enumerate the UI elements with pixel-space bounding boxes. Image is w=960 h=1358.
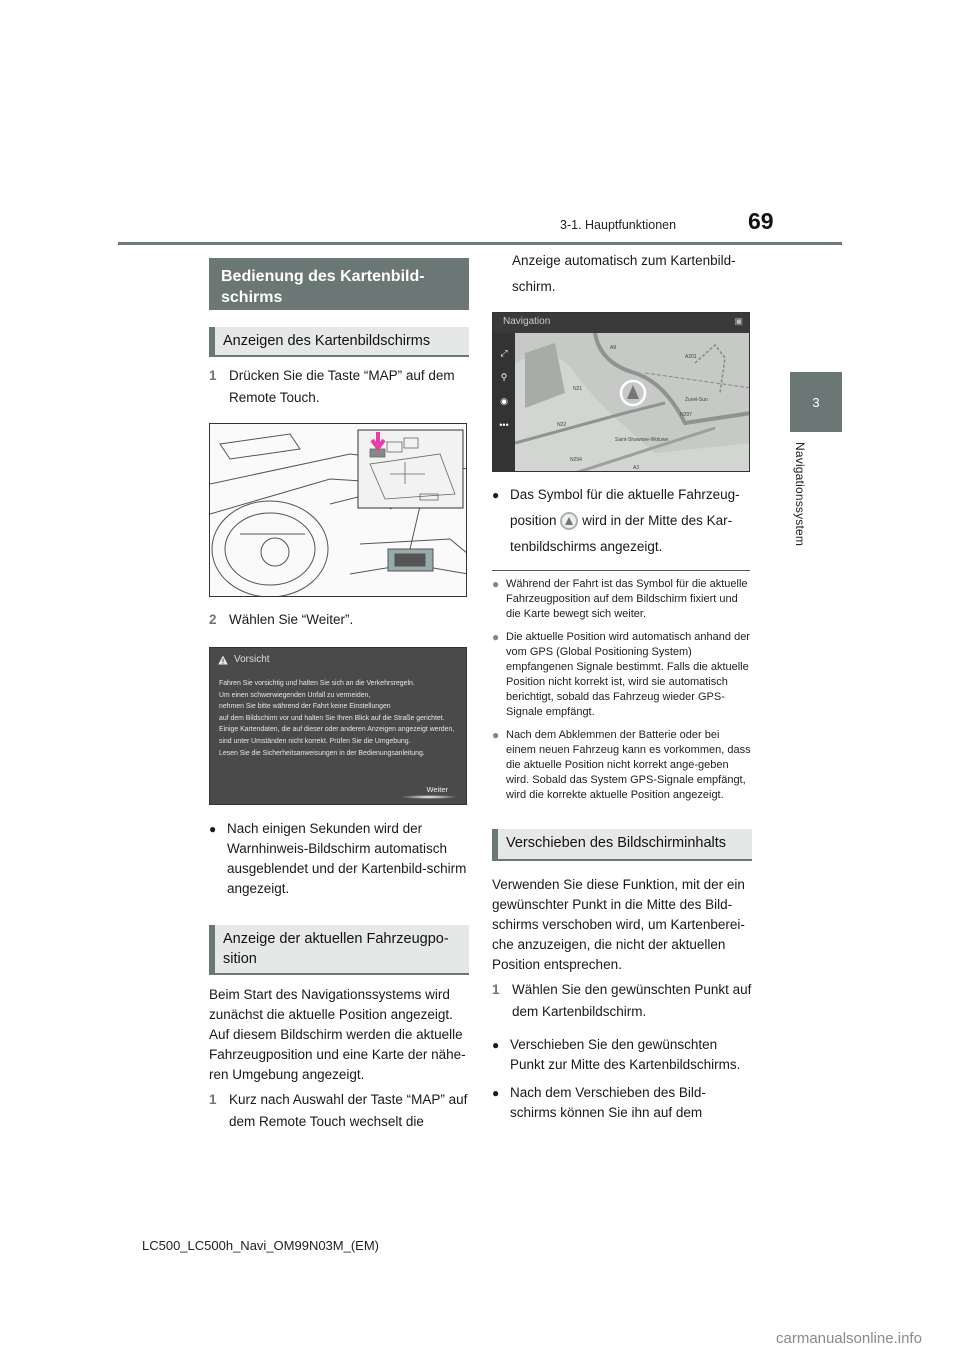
note-text: Die aktuelle Position wird automatisch anhand der vom GPS (Global Positioning System) empfangenen Signale bestimmt. Falls die aktuelle Position nicht korrekt ist, wird sie automatisch berichtigt, sobald das Fahrzeug wieder GPS-Signale empfängt. [506,631,750,718]
warning-line: nehmen Sie bitte während der Fahrt keine Einstellungen [219,703,391,711]
nav-side-menu [493,333,515,471]
document-code: LC500_LC500h_Navi_OM99N03M_(EM) [142,1238,380,1253]
watermark-link[interactable]: carmanualsonline.info [776,1330,922,1347]
step-text: Wählen Sie den gewünschten Punkt auf dem Kartenbildschirm. [512,982,752,1019]
left-column [209,258,469,1133]
note-text: Nach dem Abklemmen der Batterie oder bei einem neuen Fahrzeug kann es vorkommen, dass die aktuelle Position nicht korrekt ange-geben wird. Sobald das System GPS-Signale empfängt, wird die korrekte aktuelle Position angezeigt. [506,729,751,801]
step-text: Wählen Sie “Weiter”. [229,612,354,627]
note-item [492,728,752,803]
warning-line: Um einen schwerwiegenden Unfall zu vermeiden, [219,691,371,699]
map-label: N21 [573,386,583,392]
current-position-icon[interactable]: ◉ [500,396,508,406]
note-item [492,630,752,720]
map-label: N22 [557,422,567,428]
warning-line: sind unter Umständen nicht korrekt. Prüfen Sie die Umgebung. [219,737,411,745]
bullet-item [492,482,752,560]
button-glow [400,795,458,799]
step-continuation [492,248,752,300]
bullet-dot-icon: ● [209,822,217,836]
warning-title-text: Vorsicht [234,654,270,665]
paragraph: Verwenden Sie diese Funktion, mit der ein gewünschter Punkt in die Mitte des Bild-schirms verschoben wird, um Kartenberei-che anzuzeigen, die nicht der aktuellen Position entsprechen. [492,877,745,972]
bullet-dot-icon: ● [492,1038,500,1052]
subheading-current-position: Anzeige der aktuellen Fahrzeugpo-sition [209,925,469,975]
bullet-text: Das Symbol für die aktuelle Fahrzeug-position wird in der Mitte des Kar-tenbildschirms angezeigt. [510,487,740,554]
step-item [209,365,469,409]
map-label: A3 [633,465,640,471]
chapter-tab [790,372,842,432]
step-item [209,1089,469,1133]
warning-line: Fahren Sie vorsichtig und halten Sie sich an die Verkehrsregeln. [219,680,415,687]
step-number: 1 [492,982,500,997]
note-text: Während der Fahrt ist das Symbol für die aktuelle Fahrzeugposition auf dem Bildschirm fixiert und die Karte bewegt sich weiter. [506,578,748,620]
step-text: Drücken Sie die Taste “MAP” auf dem Remote Touch. [229,368,455,405]
no-signal-icon: ▣ [734,316,743,326]
bullet-text: Verschieben Sie den gewünschten Punkt zur Mitte des Kartenbildschirms. [510,1037,741,1072]
warning-text [219,678,464,759]
section-title: 3-1. Hauptfunktionen [560,218,677,232]
vehicle-position-symbol-icon [560,512,578,530]
nav-screen-title: Navigation [503,316,551,327]
paragraph: Beim Start des Navigationssystems wird zunächst die aktuelle Position angezeigt. Auf diesem Bildschirm werden die aktuelle Fahrzeugposition und eine Karte der nähe-ren Umgebung angezeigt. [209,987,466,1082]
chapter-label: Navigationssystem [793,442,807,547]
note-dot-icon: ● [492,630,500,644]
fullscreen-icon[interactable]: ⤢ [500,348,508,358]
warning-title [218,654,270,665]
warning-triangle-icon [218,655,228,665]
step-text: Kurz nach Auswahl der Taste “MAP” auf dem Remote Touch wechselt die [229,1092,468,1129]
note-dot-icon: ● [492,577,500,591]
remote-touch-illustration [209,423,467,597]
bullet-text: Nach einigen Sekunden wird der Warnhinweis-Bildschirm automatisch ausgeblendet und der Kartenbild-schirm angezeigt. [227,821,467,896]
section-heading: Bedienung des Kartenbild-schirms [209,258,469,310]
continue-button[interactable]: Weiter [426,785,448,794]
map-label: A201 [685,354,697,360]
step-item [492,979,752,1023]
nav-screen-header [493,313,749,333]
more-options-icon[interactable]: ••• [499,420,509,430]
step-number: 1 [209,1092,217,1107]
bullet-dot-icon: ● [492,488,500,502]
warning-screen [209,647,467,805]
subheading-show-map: Anzeigen des Kartenbildschirms [209,327,469,357]
car-interior-drawing [210,424,467,597]
bullet-item [209,819,469,899]
bullet-text: Nach dem Verschieben des Bild-schirms können Sie ihn auf dem [510,1085,706,1120]
warning-line: Einige Kartendaten, die auf dieser oder anderen Anzeigen angezeigt werden, [219,726,455,734]
subheading-move-screen: Verschieben des Bildschirminhalts [492,829,752,861]
bullet-item [492,1035,752,1075]
navigation-screen [492,312,750,472]
step-number: 2 [209,612,217,627]
header-rule [118,242,842,245]
bullet-dot-icon: ● [492,1086,500,1100]
map-view[interactable] [515,333,749,471]
map-label: N294 [570,457,582,463]
map-label: Zuvel-Sun [685,397,708,403]
chapter-number: 3 [812,394,820,410]
bullet-item [492,1083,752,1123]
step-item [209,609,469,631]
note-dot-icon: ● [492,728,500,742]
map-label: N297 [680,412,692,418]
warning-line: auf dem Bildschirm vor und halten Sie Ihren Blick auf die Straße gerichtet. [219,714,445,722]
warning-line: Lesen Sie die Sicherheitsanweisungen in der Bedienungsanleitung. [219,749,425,757]
pin-icon[interactable]: ⚲ [500,372,508,382]
right-column [492,248,752,1123]
step-text: Anzeige automatisch zum Kartenbild-schirm. [512,253,736,294]
note-item [492,577,752,622]
step-number: 1 [209,368,217,383]
page-number: 69 [748,208,774,234]
map-drawing [515,333,750,472]
map-label: Saint-Shawnee-Woluwe [615,437,669,443]
map-label: A8 [610,345,617,351]
